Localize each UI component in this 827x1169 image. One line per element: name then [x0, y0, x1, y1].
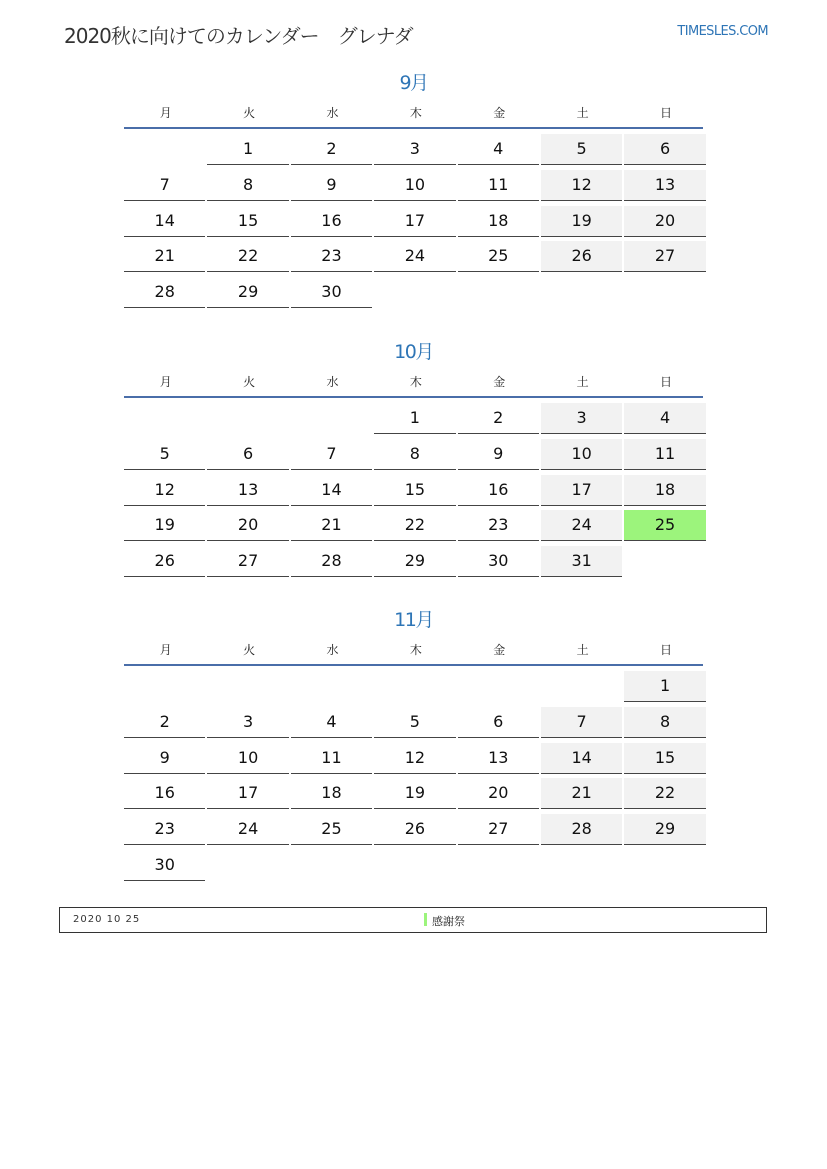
day-cell: 7 — [124, 170, 205, 201]
day-cell: 8 — [624, 707, 705, 738]
weekday-header — [124, 103, 703, 129]
day-cell: 14 — [291, 475, 372, 506]
day-cell: 10 — [207, 743, 288, 774]
weekday-label: 火 — [243, 106, 256, 120]
weekday-label: 日 — [660, 643, 673, 657]
day-cell: 6 — [624, 134, 705, 165]
day-cell: 27 — [624, 241, 705, 272]
day-cell: 19 — [124, 510, 205, 541]
empty-cell — [291, 671, 372, 701]
day-cell: 9 — [291, 170, 372, 201]
day-grid — [124, 134, 703, 313]
month-title: 11月 — [394, 609, 433, 631]
day-cell: 26 — [124, 546, 205, 577]
weekday-label: 木 — [409, 643, 422, 657]
weekday-label: 月 — [159, 375, 172, 389]
weekday-label: 金 — [493, 643, 506, 657]
weekday-label: 金 — [493, 375, 506, 389]
empty-cell — [124, 403, 205, 433]
day-grid — [124, 403, 703, 582]
day-cell: 20 — [458, 778, 539, 809]
day-cell: 5 — [124, 439, 205, 470]
weekday-label: 日 — [660, 375, 673, 389]
brand-link[interactable]: TIMESLES.COM — [677, 24, 768, 39]
day-cell: 9 — [124, 743, 205, 774]
weekday-label: 火 — [243, 643, 256, 657]
day-cell: 6 — [458, 707, 539, 738]
weekday-label: 土 — [576, 375, 589, 389]
day-cell: 15 — [624, 743, 705, 774]
weekday-label: 土 — [576, 643, 589, 657]
month-title: 9月 — [399, 72, 428, 94]
weekday-label: 月 — [159, 643, 172, 657]
day-cell: 28 — [291, 546, 372, 577]
day-cell: 5 — [374, 707, 455, 738]
day-cell: 2 — [291, 134, 372, 165]
day-cell: 11 — [624, 439, 705, 470]
day-cell: 28 — [541, 814, 622, 845]
month-october — [124, 339, 703, 582]
day-cell: 16 — [124, 778, 205, 809]
day-cell: 2 — [458, 403, 539, 434]
day-cell: 13 — [207, 475, 288, 506]
day-cell: 29 — [374, 546, 455, 577]
weekday-label: 火 — [243, 375, 256, 389]
holiday-legend — [59, 907, 767, 933]
day-cell: 5 — [541, 134, 622, 165]
day-cell: 23 — [291, 241, 372, 272]
month-november — [124, 607, 703, 886]
weekday-label: 木 — [409, 106, 422, 120]
day-cell: 1 — [374, 403, 455, 434]
day-cell: 1 — [207, 134, 288, 165]
page-title: 2020秋に向けてのカレンダー グレナダ — [64, 24, 413, 48]
day-cell: 26 — [541, 241, 622, 272]
day-cell: 11 — [458, 170, 539, 201]
day-cell: 15 — [207, 206, 288, 237]
weekday-label: 日 — [660, 106, 673, 120]
empty-cell — [207, 403, 288, 433]
day-cell: 21 — [541, 778, 622, 809]
day-cell: 9 — [458, 439, 539, 470]
empty-cell — [291, 403, 372, 433]
day-cell: 7 — [291, 439, 372, 470]
weekday-label: 水 — [326, 106, 339, 120]
day-cell: 21 — [124, 241, 205, 272]
month-september — [124, 70, 703, 313]
weekday-label: 金 — [493, 106, 506, 120]
day-cell: 30 — [458, 546, 539, 577]
day-cell: 25 — [458, 241, 539, 272]
day-cell: 16 — [458, 475, 539, 506]
day-cell: 10 — [541, 439, 622, 470]
day-cell: 14 — [124, 206, 205, 237]
empty-cell — [458, 671, 539, 701]
day-cell: 17 — [541, 475, 622, 506]
day-cell: 26 — [374, 814, 455, 845]
day-cell: 21 — [291, 510, 372, 541]
day-cell: 8 — [374, 439, 455, 470]
day-cell: 30 — [124, 850, 205, 881]
holiday-day-cell: 25 — [624, 510, 705, 541]
day-cell: 3 — [374, 134, 455, 165]
day-cell: 15 — [374, 475, 455, 506]
day-cell: 4 — [624, 403, 705, 434]
empty-cell — [124, 134, 205, 164]
holiday-color-marker — [424, 913, 427, 926]
day-cell: 19 — [374, 778, 455, 809]
day-cell: 24 — [207, 814, 288, 845]
day-cell: 12 — [124, 475, 205, 506]
day-cell: 2 — [124, 707, 205, 738]
day-cell: 13 — [458, 743, 539, 774]
day-cell: 17 — [207, 778, 288, 809]
holiday-name: 感謝祭 — [432, 915, 465, 928]
empty-cell — [207, 671, 288, 701]
day-cell: 19 — [541, 206, 622, 237]
day-cell: 23 — [458, 510, 539, 541]
day-cell: 28 — [124, 277, 205, 308]
day-cell: 13 — [624, 170, 705, 201]
day-grid — [124, 671, 703, 886]
day-cell: 20 — [624, 206, 705, 237]
holiday-date: 2020 10 25 — [73, 914, 141, 925]
day-cell: 10 — [374, 170, 455, 201]
day-cell: 8 — [207, 170, 288, 201]
day-cell: 1 — [624, 671, 705, 702]
day-cell: 18 — [291, 778, 372, 809]
weekday-label: 木 — [409, 375, 422, 389]
empty-cell — [124, 671, 205, 701]
weekday-label: 水 — [326, 375, 339, 389]
day-cell: 4 — [291, 707, 372, 738]
day-cell: 4 — [458, 134, 539, 165]
day-cell: 18 — [624, 475, 705, 506]
day-cell: 12 — [541, 170, 622, 201]
day-cell: 12 — [374, 743, 455, 774]
day-cell: 29 — [207, 277, 288, 308]
day-cell: 25 — [291, 814, 372, 845]
day-cell: 16 — [291, 206, 372, 237]
day-cell: 22 — [624, 778, 705, 809]
weekday-label: 水 — [326, 643, 339, 657]
day-cell: 7 — [541, 707, 622, 738]
empty-cell — [541, 671, 622, 701]
day-cell: 3 — [541, 403, 622, 434]
weekday-label: 土 — [576, 106, 589, 120]
weekday-header — [124, 372, 703, 398]
day-cell: 22 — [207, 241, 288, 272]
day-cell: 23 — [124, 814, 205, 845]
day-cell: 20 — [207, 510, 288, 541]
day-cell: 18 — [458, 206, 539, 237]
day-cell: 11 — [291, 743, 372, 774]
day-cell: 30 — [291, 277, 372, 308]
day-cell: 24 — [541, 510, 622, 541]
day-cell: 6 — [207, 439, 288, 470]
weekday-header — [124, 640, 703, 666]
day-cell: 31 — [541, 546, 622, 577]
day-cell: 3 — [207, 707, 288, 738]
day-cell: 14 — [541, 743, 622, 774]
month-title: 10月 — [394, 341, 433, 363]
weekday-label: 月 — [159, 106, 172, 120]
empty-cell — [374, 671, 455, 701]
day-cell: 27 — [207, 546, 288, 577]
day-cell: 17 — [374, 206, 455, 237]
day-cell: 29 — [624, 814, 705, 845]
day-cell: 24 — [374, 241, 455, 272]
day-cell: 22 — [374, 510, 455, 541]
day-cell: 27 — [458, 814, 539, 845]
